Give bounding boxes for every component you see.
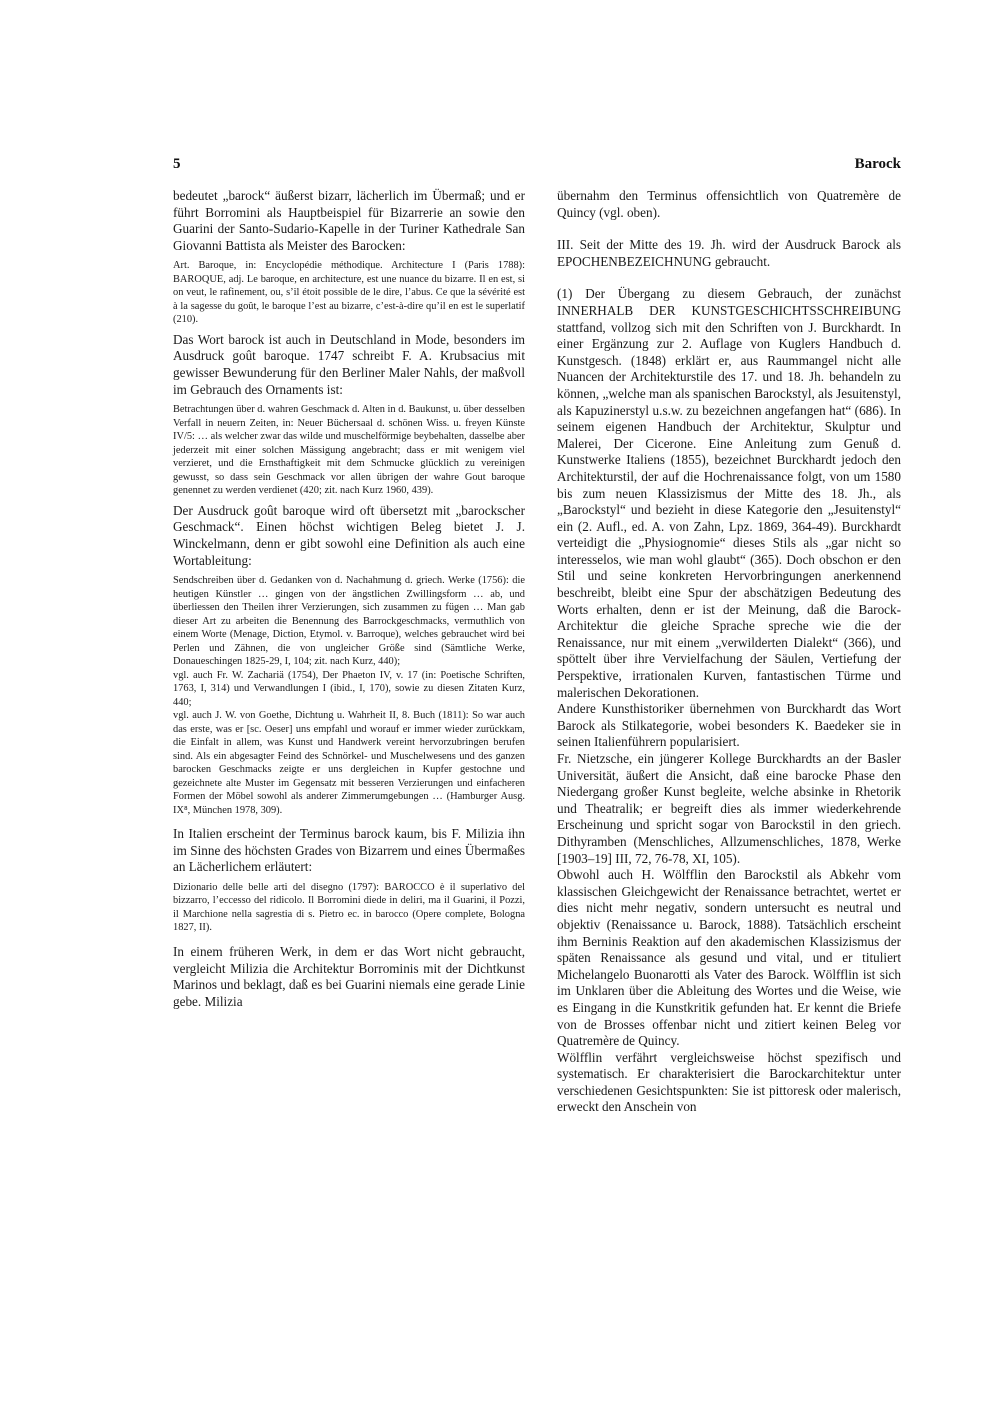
body-paragraph: Der Ausdruck goût baroque wird oft übersetzt mit „barockscher Geschmack“. Einen höchst wichtigen Beleg bietet J. J. Winckelmann, denn er gibt sowohl eine Definition als auch eine Wortableitung: bbox=[173, 502, 525, 568]
quote-paragraph: Art. Baroque, in: Encyclopédie méthodique. Architecture I (Paris 1788): BAROQUE, adj. Le baroque, en architecture, est une nuance du bizarre. Il en est, si on veut, le rafinement, ou, s’il étoit possible de le dire, l’abus. Ce que la sévérité est à la sagesse du goût, le baroque l’est au bizarre, c’est-à-dire qu’il en est le superlatif (210). bbox=[173, 260, 525, 326]
body-paragraph: bedeutet „barock“ äußerst bizarr, lächerlich im Übermaß; und er führt Borromini als Hauptbeispiel für Bizarrerie an sowie den Guarini der Santo-Sudario-Kapelle in der Turiner Kathedrale San Giovanni Battista als Meister des Barocken: bbox=[173, 188, 525, 253]
left-column bbox=[173, 188, 525, 1010]
body-paragraph: Wölfflin verfährt vergleichsweise höchst spezifisch und systematisch. Er charakterisiert die Barockarchitektur unter verschiedenen Gesichtspunkten: Sie ist pittoresk oder malerisch, erweckt den Anschein von bbox=[557, 1049, 901, 1115]
running-head: Barock bbox=[854, 156, 901, 172]
right-column bbox=[557, 188, 901, 1116]
body-paragraph: Obwohl auch H. Wölfflin den Barockstil als Abkehr vom klassischen Gleichgewicht der Renaissance betrachtet, wertet er dies nicht mehr negativ, sondern untersucht es neutral und objektiv (Renaissance u. Barock, 1888). Tatsächlich erscheint ihm Berninis Reaktion auf den akademischen Klassizismus der späten Renaissance als gesund und vital, und er tituliert Michelangelo Buonarotti als Vater des Barock. Wölfflin ist sich im Unklaren über die Ableitung des Wortes und die Weise, wie es Eingang in die Kunstkritik gefunden hat. Er kennt die Briefe von de Brosses offenbar nicht und zitiert keinen Beleg vor Quatremère de Quincy. bbox=[557, 867, 901, 1049]
page-number: 5 bbox=[173, 156, 181, 172]
quote-paragraph: Sendschreiben über d. Gedanken von d. Nachahmung d. griech. Werke (1756): die heutigen Künstler … gingen von der ängstlichen Zwillingsform … ab, und überliessen den Theilen ihrer Verzierungen, sich zusammen zu fügen … Man gab dieser Art zu arbeiten die Benennung des Barrockgeschmacks, vermuthlich von einem Worte (Menage, Diction, Etymol. v. Barroque), welches gebrauchet wird bei Perlen und Zähnen, die von ungleicher Größe sind (Sämtliche Werke, Donaueschingen 1825-29, I, 104; zit. nach Kurz, 440); bbox=[173, 575, 525, 668]
page-header bbox=[173, 156, 901, 178]
body-paragraph: Andere Kunsthistoriker übernehmen von Burckhardt das Wort Barock als Stilkategorie, wobei besonders K. Baedeker sie in seinen Italienführern popularisiert. bbox=[557, 701, 901, 750]
section-heading-paragraph: III. Seit der Mitte des 19. Jh. wird der Ausdruck Barock als EPOCHENBEZEICHNUNG gebraucht. bbox=[557, 237, 901, 269]
body-paragraph: (1) Der Übergang zu diesem Gebrauch, der zunächst INNERHALB DER KUNSTGESCHICHTSSCHREIBUNG stattfand, vollzog sich mit den Schriften von J. Burckhardt. In einer Ergänzung zur 2. Auflage von Kuglers Handbuch d. Kunstgesch. (1848) erklärt er, aus Raummangel nicht alle Nuancen der Architekturstile des 17. und 18. Jh. behandeln zu können, „welche man als spanischen Barockstyl, als Jesuitenstyl, als Kapuzinerstyl u.s.w. zu bezeichnen angefangen hat“ (686). In seinem eigenen Handbuch der Architektur, Skulptur und Malerei, Der Cicerone. Eine Anleitung zum Genuß d. Kunstwerke Italiens (1855), bezeichnet Burckhardt jedoch den Architekturstil, der auf die Hochrenaissance folgt, von um 1580 bis zum neuen Klassizismus der Mitte des 18. Jh., als „Barockstyl“ und bezieht in diese Kategorie den „Jesuitenstyl“ ein (2. Aufl., ed. A. von Zahn, Lpz. 1869, 364-49). Burckhardt verteidigt die „Physiognomie“ dieses Stils als „gar nicht so interesselos, wie man wohl glaubt“ (365). Doch obschon er den Stil und seine konkreten Hervorbringungen anerkennend beschreibt, bleibt eine Spur der abschätzigen Bedeutung des Worts erhalten, denn er ist der Meinung, daß die Barock-Architektur die gleiche Sprache spreche wie die der Renaissance, nur mit einem „verwilderten Dialekt“ (366), und spöttelt über ihre Vervielfachung der Säulen, Vertiefung der Perspektive, irrationalen Kurven, fantastischen Türme und malerischen Dekorationen. bbox=[557, 286, 901, 700]
quote-paragraph: Dizionario delle belle arti del disegno (1797): BAROCCO è il superlativo del bizzarro, l’eccesso del ridicolo. Il Borromini diede in deliri, ma il Guarini, il Pozzi, il Marchione nella sagrestia di s. Pietro ec. in barocco (Opere complete, Bologna 1827, II). bbox=[173, 881, 525, 934]
quote-paragraph: Betrachtungen über d. wahren Geschmack d. Alten in d. Baukunst, u. über desselben Verfall in neuern Zeiten, in: Neuer Büchersaal d. schönen Wiss. u. freyen Künste IV/5: … als welcher zwar das wilde und muschelförmige beybehalten, dasselbe aber jederzeit mit einer solchen Mässigung angebracht; dass er mit wenigem viel verzieret, und die Ernsthaftigkeit mit dem Schmucke glücklich zu vereinigen gewusst, so dass sein Geschmack vor allen übrigen der wahre Gout baroque genennet zu werden verdienet (420; zit. nach Kurz 1960, 439). bbox=[173, 404, 525, 497]
body-paragraph: übernahm den Terminus offensichtlich von Quatremère de Quincy (vgl. oben). bbox=[557, 188, 901, 220]
body-paragraph: In Italien erscheint der Terminus barock kaum, bis F. Milizia ihn im Sinne des höchsten Grades von Bizarrem und eines Übermaßes an Lächerlichem erläutert: bbox=[173, 826, 525, 875]
body-paragraph: In einem früheren Werk, in dem er das Wort nicht gebraucht, vergleicht Milizia die Architektur Borrominis mit der Dichtkunst Marinos und beklagt, daß es bei Guarini niemals eine gerade Linie gebe. Milizia bbox=[173, 943, 525, 1009]
quote-paragraph: vgl. auch Fr. W. Zachariä (1754), Der Phaeton IV, v. 17 (in: Poetische Schriften, 1763, I, 314) und Verwandlungen I (ibid., I, 170), sowie zu diesen Zitaten Kurz, 440; bbox=[173, 669, 525, 708]
quote-paragraph: vgl. auch J. W. von Goethe, Dichtung u. Wahrheit II, 8. Buch (1811): So war auch das erste, was er [sc. Oeser] uns empfahl und worauf er immer wieder zurückkam, die Einfalt in allem, was Kunst und Handwerk vereint hervorzubringen berufen sind. Als ein abgesagter Feind des Schnörkel- und Muschelwesens und des ganzen barocken Geschmacks zeigte er uns dergleichen in Kupfer gestochne und gezeichnete alte Muster im Gegensatz mit besseren Verzierungen und einfacheren Formen der Möbel sowohl als anderer Zimmerumgebungen … (Hamburger Ausg. IX⁸, München 1978, 309). bbox=[173, 710, 525, 816]
body-paragraph: Das Wort barock ist auch in Deutschland in Mode, besonders im Ausdruck goût baroque. 1747 schreibt F. A. Krubsacius mit gewisser Bewunderung für den Berliner Maler Nahls, der maßvoll im Gebrauch des Ornaments ist: bbox=[173, 331, 525, 397]
body-paragraph: Fr. Nietzsche, ein jüngerer Kollege Burckhardts an der Basler Universität, äußert die Ansicht, daß eine barocke Phase den Niedergang großer Kunst begleite, welche absinke in Rhetorik und Theatralik; er begreift dies als immer wiederkehrende Erscheinung und spricht sogar von Barockstil in den griech. Dithyramben (Menschliches, Allzumenschliches, 1878, Werke [1903–19] III, 72, 76-78, XI, 105). bbox=[557, 751, 901, 866]
